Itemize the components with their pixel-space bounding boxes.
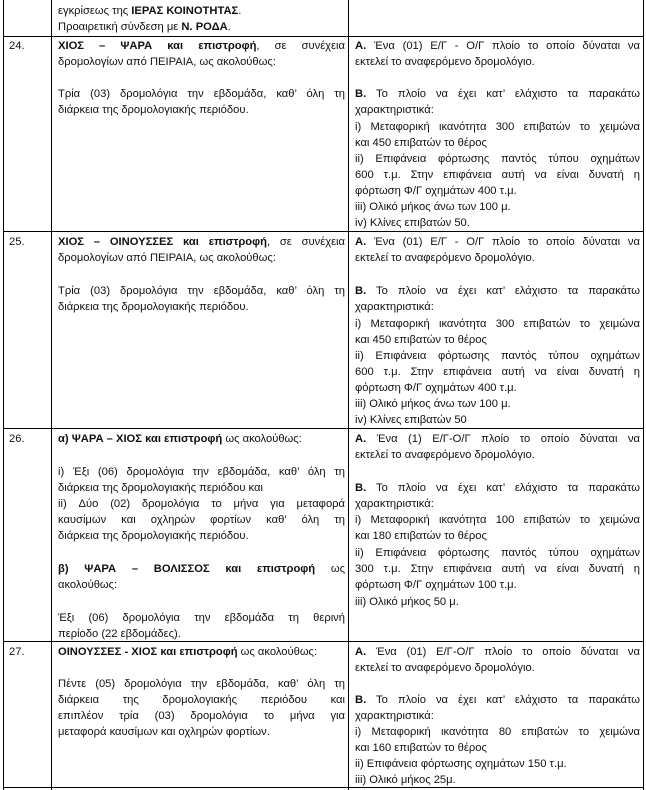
requirement-item: i) Μεταφορική ικανότητα 300 επιβατών το χειμώνα [355,121,640,133]
requirement-b: Β. Το πλοίο να έχει κατ’ ελάχιστο τα παρακάτω [355,285,640,297]
requirement-item: 300 τ.μ. Στην επιφάνεια αυτή να είναι δυνατή η [355,563,640,575]
route-title: ΟΙΝΟΥΣΣΕΣ - ΧΙΟΣ και επιστροφή ως ακολούθως: [58,646,318,658]
requirement-text: εκτελεί το αναφερόμενο δρομολόγιο. [355,662,535,674]
requirement-item: i) Μεταφορική ικανότητα 80 επιβατών το χειμώνα [355,726,640,738]
requirement-b: Β. Το πλοίο να έχει κατ’ ελάχιστο τα παρακάτω [355,482,640,494]
requirement-item: ii) Επιφάνεια φόρτωσης παντός τύπου οχημάτων [355,547,640,559]
requirement-b: Β. Το πλοίο να έχει κατ’ ελάχιστο τα παρακάτω [355,88,640,100]
requirement-item: φόρτωση Φ/Γ οχημάτων 400 τ.μ. [355,185,517,197]
requirement-a: Α. Ένα (1) Ε/Γ-Ο/Γ πλοίο το οποίο δύναται να [355,433,640,445]
requirement-item: και 180 επιβατών το θέρος [355,530,487,542]
column-divider-requirements [348,0,349,790]
schedule-text: καυσίμων και οχληρών φορτίων καθ’ όλη τη [58,514,345,526]
row-divider [3,36,644,37]
row-number: 26. [9,433,25,445]
row-number: 24. [9,40,25,52]
requirement-b: Β. Το πλοίο να έχει κατ’ ελάχιστο τα παρακάτω [355,694,640,706]
column-divider-number [51,0,52,790]
route-text: ακολούθως: [58,579,118,591]
schedule-text: μεταφορά καυσίμων και οχληρών φορτίων. [58,726,270,738]
requirement-item: 600 τ.μ. Στην επιφάνεια αυτή να είναι δυνατή η [355,169,640,181]
route-title: β) ΨΑΡΑ – ΒΟΛΙΣΣΟΣ και επιστροφή ως [58,563,345,575]
requirement-item: iii) Ολικό μήκος άνω των 100 μ. [355,201,511,213]
requirement-text: εκτελεί το αναφερόμενο δρομολόγιο. [355,252,535,264]
schedule-text: διάρκεια της δρομολογιακής περιόδου. [58,530,249,542]
schedule-text: διάρκεια της δρομολογιακής περιόδου. [58,301,249,313]
row-divider [3,231,644,232]
requirement-item: iii) Ολικό μήκος 25μ. [355,774,456,786]
schedule-text: Τρία (03) δρομολόγια την εβδομάδα, καθ’ όλη τη [58,88,345,100]
requirement-item: iv) Κλίνες επιβατών 50. [355,217,470,229]
table-border-left [3,0,4,790]
schedule-text: ii) Δύο (02) δρομολόγια το μήνα για μεταφορά [58,498,345,510]
requirement-text: χαρακτηριστικά: [355,710,434,722]
requirement-item: και 450 επιβατών το θέρος [355,137,487,149]
requirement-a: Α. Ένα (01) Ε/Γ - Ο/Γ πλοίο το οποίο δύναται να [355,236,640,248]
schedule-text: περίοδο (22 εβδομάδες). [58,628,181,640]
table-border-right [643,0,644,790]
requirement-text: χαρακτηριστικά: [355,498,434,510]
row-number: 25. [9,236,25,248]
requirement-item: iii) Ολικό μήκος 50 μ. [355,596,459,608]
schedule-text: επιπλέον τρία (03) δρομολόγια το μήνα για [58,710,345,722]
requirement-item: ii) Επιφάνεια φόρτωσης παντός τύπου οχημάτων [355,153,640,165]
requirement-text: εκτελεί το αναφερόμενο δρομολόγιο. [355,56,535,68]
schedule-text: i) Έξι (06) δρομολόγια την εβδομάδα, καθ’ όλη τη [58,466,345,478]
schedule-text: Τρία (03) δρομολόγια την εβδομάδα, καθ’ όλη τη [58,285,345,297]
schedule-text: Έξι (06) δρομολόγια την εβδομάδα τη θερινή [58,612,345,624]
requirement-item: και 160 επιβατών το θέρος [355,742,487,754]
requirement-text: εκτελεί το αναφερόμενο δρομολόγιο. [355,449,535,461]
requirement-a: Α. Ένα (01) Ε/Γ-Ο/Γ πλοίο το οποίο δύναται να [355,646,640,658]
continuation-line: Προαιρετική σύνδεση με Ν. ΡΟΔΑ. [58,21,231,33]
route-text: δρομολογίων από ΠΕΙΡΑΙΑ, ως ακολούθως: [58,252,276,264]
requirement-text: χαρακτηριστικά: [355,104,434,116]
route-title: ΧΙΟΣ – ΨΑΡΑ και επιστροφή, σε συνέχεια [58,40,345,52]
row-divider [3,428,644,429]
requirement-item: i) Μεταφορική ικανότητα 300 επιβατών το χειμώνα [355,318,640,330]
requirement-item: φόρτωση Φ/Γ οχημάτων 100 τ.μ. [355,579,517,591]
requirement-item: φόρτωση Φ/Γ οχημάτων 400 τ.μ. [355,382,517,394]
requirement-item: iv) Κλίνες επιβατών 50 [355,414,467,426]
requirement-item: iii) Ολικό μήκος άνω των 100 μ. [355,398,511,410]
row-number: 27. [9,646,25,658]
requirement-item: ii) Επιφάνεια φόρτωσης παντός τύπου οχημάτων [355,350,640,362]
route-title: ΧΙΟΣ – ΟΙΝΟΥΣΣΕΣ και επιστροφή, σε συνέχεια [58,236,346,248]
schedule-text: διάρκεια της δρομολογιακής περιόδου και [58,694,345,706]
requirement-item: ii) Επιφάνεια φόρτωσης οχημάτων 150 τ.μ. [355,758,567,770]
requirement-a: Α. Ένα (01) Ε/Γ - Ο/Γ πλοίο το οποίο δύναται να [355,40,640,52]
route-text: δρομολογίων από ΠΕΙΡΑΙΑ, ως ακολούθως: [58,56,276,68]
schedule-text: διάρκεια της δρομολογιακής περιόδου και [58,482,263,494]
schedule-text: Πέντε (05) δρομολόγια την εβδομάδα, καθ’ όλη τη [58,678,345,690]
requirement-item: i) Μεταφορική ικανότητα 100 επιβατών το χειμώνα [355,514,640,526]
continuation-line: εγκρίσεως της ΙΕΡΑΣ ΚΟΙΝΟΤΗΤΑΣ. [58,5,242,17]
requirement-item: και 450 επιβατών το θέρος [355,334,487,346]
route-title: α) ΨΑΡΑ – ΧΙΟΣ και επιστροφή ως ακολούθως: [58,433,302,445]
requirement-item: 600 τ.μ. Στην επιφάνεια αυτή να είναι δυνατή η [355,366,640,378]
schedule-text: διάρκεια της δρομολογιακής περιόδου. [58,104,249,116]
requirement-text: χαρακτηριστικά: [355,301,434,313]
